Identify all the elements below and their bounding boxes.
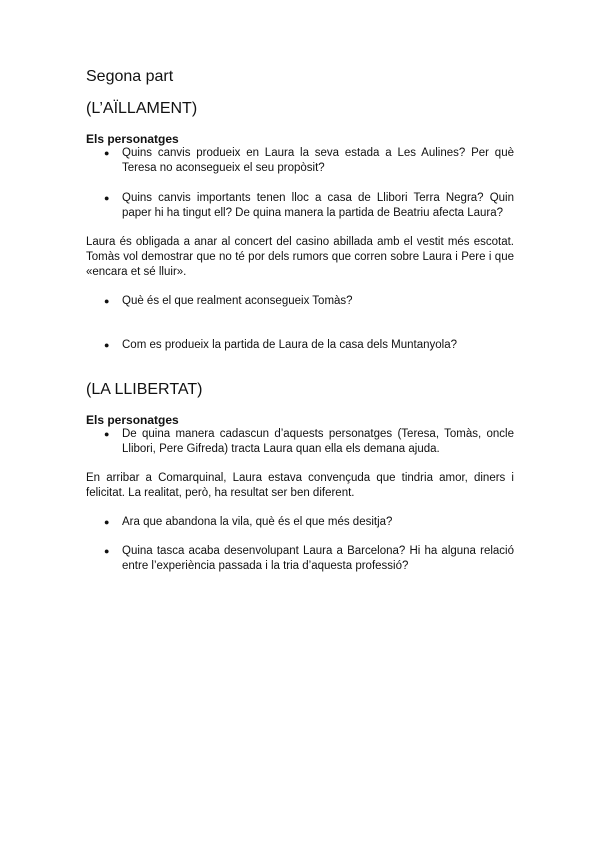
question-item [86, 338, 514, 353]
question-list [86, 146, 514, 221]
question-item [86, 544, 514, 574]
question-item [86, 294, 514, 309]
question-item [86, 515, 514, 530]
document-page [86, 66, 514, 574]
question-text: Quins canvis produeix en Laura la seva estada a Les Aulines? Per què Teresa no aconsegueix el seu propòsit? [122, 147, 514, 174]
section-title-isolation: (L’AÏLLAMENT) [86, 100, 198, 117]
paragraph: Laura és obligada a anar al concert del casino abillada amb el vestit més escotat. Tomàs vol demostrar que no té por dels rumors que corren sobre Laura i Pere i que «encara et sé lluir». [86, 236, 514, 278]
section-title-freedom: (LA LLIBERTAT) [86, 381, 203, 398]
part-title: Segona part [86, 68, 174, 85]
subheading-characters: Els personatges [86, 132, 179, 146]
question-text: Què és el que realment aconsegueix Tomàs? [122, 295, 353, 307]
question-item [86, 146, 514, 176]
question-list [86, 294, 514, 353]
bullet-icon: ● [104, 429, 110, 439]
question-text: Quins canvis importants tenen lloc a casa de Llibori Terra Negra? Quin paper hi ha tingut ell? De quina manera la partida de Beatriu afecta Laura? [122, 192, 514, 219]
bullet-icon: ● [104, 517, 110, 527]
paragraph: En arribar a Comarquinal, Laura estava convençuda que tindria amor, diners i felicitat. La realitat, però, ha resultat ser ben diferent. [86, 472, 514, 499]
bullet-icon: ● [104, 296, 110, 306]
question-item [86, 427, 514, 457]
subheading-characters: Els personatges [86, 413, 179, 427]
question-list [86, 427, 514, 457]
bullet-icon: ● [104, 340, 110, 350]
bullet-icon: ● [104, 546, 110, 556]
question-list [86, 515, 514, 574]
question-text: De quina manera cadascun d’aquests personatges (Teresa, Tomàs, oncle Llibori, Pere Gifreda) tracta Laura quan ella els demana ajuda. [122, 428, 514, 455]
bullet-icon: ● [104, 193, 110, 203]
question-item [86, 191, 514, 221]
question-text: Quina tasca acaba desenvolupant Laura a Barcelona? Hi ha alguna relació entre l’experiència passada i la tria d’aquesta professió? [122, 545, 514, 572]
question-text: Ara que abandona la vila, què és el que més desitja? [122, 516, 393, 528]
question-text: Com es produeix la partida de Laura de la casa dels Muntanyola? [122, 339, 457, 351]
bullet-icon: ● [104, 148, 110, 158]
